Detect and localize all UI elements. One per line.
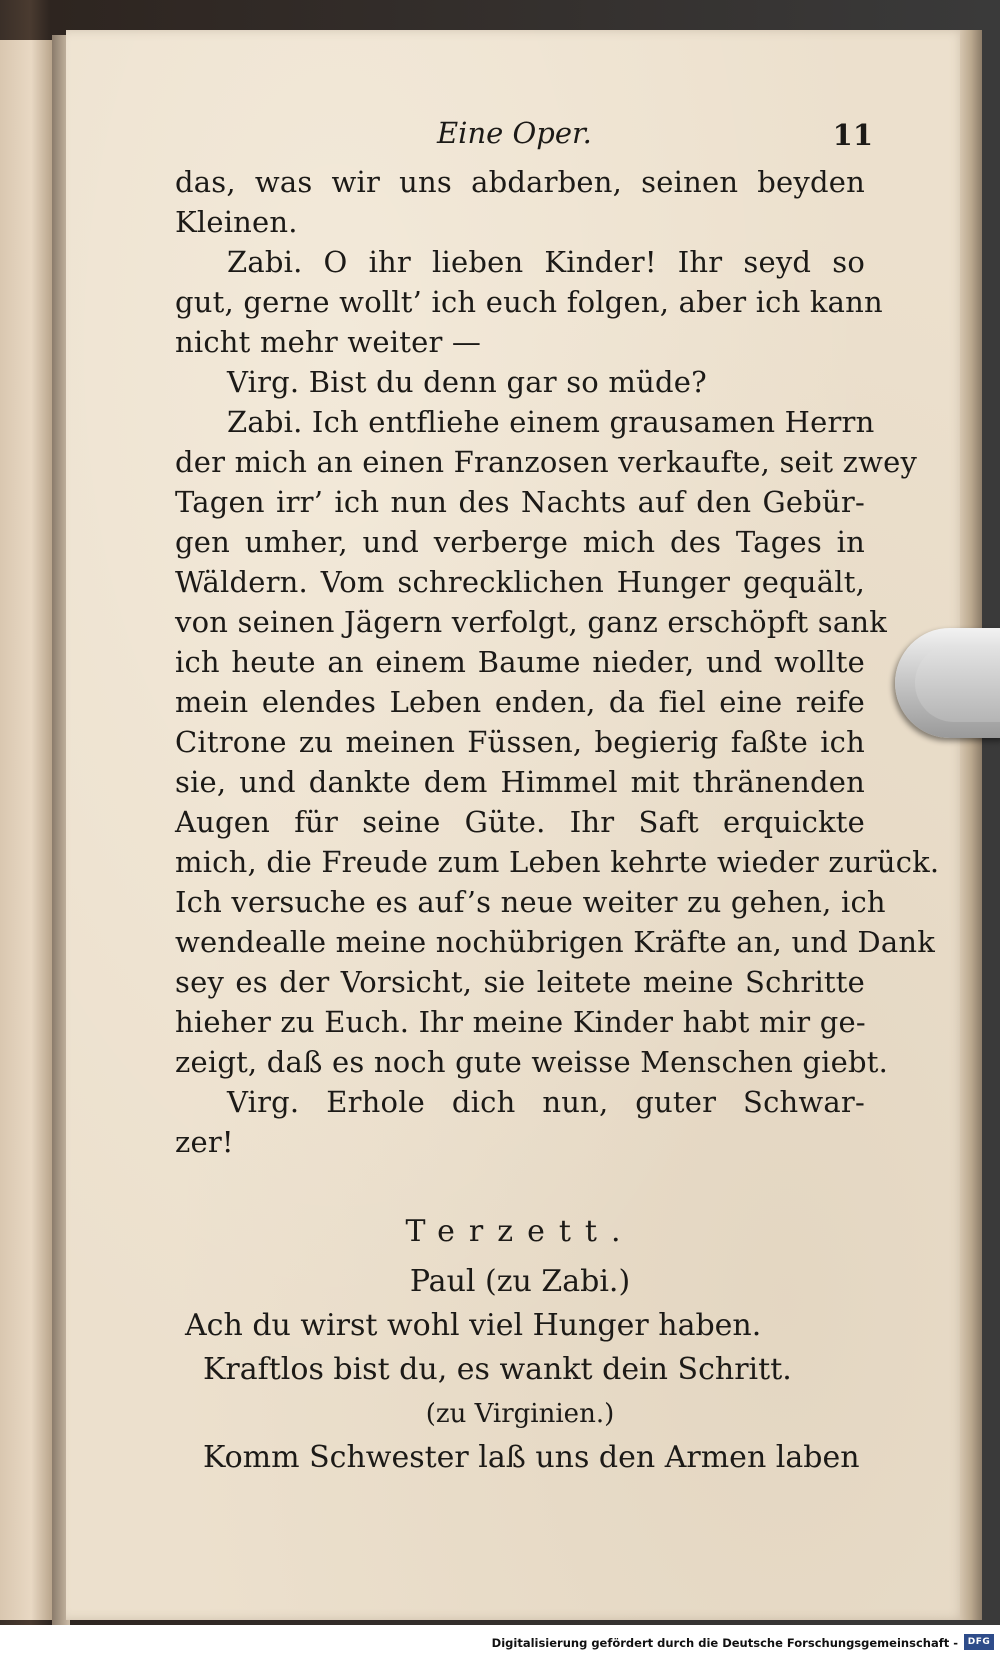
body-line: Ich versuche es auf’s neue weiter zu gehen, ich [175,885,886,919]
verse-line: Ach du wirst wohl viel Hunger haben. [185,1308,762,1343]
stage-direction: (zu Virginien.) [425,1399,615,1429]
body-line: sey es der Vorsicht, sie leitete meine Schritte [175,965,865,999]
body-line: sie, und dankte dem Himmel mit thränenden [175,765,865,799]
speech-line: Virg. Erhole dich nun, guter Schwar- [227,1085,865,1119]
page-edge-stack [960,30,982,1620]
left-page-edge [0,40,52,1620]
body-line: Wäldern. Vom schrecklichen Hunger gequält, [175,565,865,599]
verse-line: Komm Schwester laß uns den Armen laben [203,1440,860,1475]
page-header [175,108,873,162]
verse-speaker: Paul (zu Zabi.) [409,1264,631,1299]
page-clip-inner [915,644,1000,722]
body-line: der mich an einen Franzosen verkaufte, seit zwey [175,445,918,479]
body-line: ich heute an einem Baume nieder, und wollte [175,645,865,679]
body-line: wendealle meine nochübrigen Kräfte an, und Dank [175,925,935,959]
verse-line: Kraftlos bist du, es wankt dein Schritt. [203,1352,792,1387]
funding-credit: Digitalisierung gefördert durch die Deutsche Forschungsgemeinschaft - [491,1636,958,1650]
speech-line: Zabi. O ihr lieben Kinder! Ihr seyd so [227,245,865,279]
page-clip [895,628,1000,738]
body-line: Citrone zu meinen Füssen, begierig faßte ich [175,725,865,759]
body-line: nicht mehr weiter — [175,325,482,359]
body-line: gut, gerne wollt’ ich euch folgen, aber ich kann [175,285,883,319]
speech-line: Zabi. Ich entfliehe einem grausamen Herrn [227,405,875,439]
dfg-logo-icon: DFG [964,1634,994,1650]
body-line: Tagen irr’ ich nun des Nachts auf den Gebür- [175,485,865,519]
body-line: gen umher, und verberge mich des Tages in [175,525,865,559]
body-line: das, was wir uns abdarben, seinen beyden [175,165,865,199]
body-line: zer! [175,1125,234,1159]
body-line: mein elendes Leben enden, da fiel eine reife [175,685,865,719]
body-line: Kleinen. [175,205,298,239]
verse-section [175,1204,865,1480]
body-line: zeigt, daß es noch gute weisse Menschen giebt. [175,1045,889,1079]
body-line: mich, die Freude zum Leben kehrte wieder zurück. [175,845,940,879]
body-line: Augen für seine Güte. Ihr Saft erquickte [175,805,865,839]
body-line: hieher zu Euch. Ihr meine Kinder habt mir ge- [175,1005,866,1039]
page-number: 11 [832,118,873,152]
page-text [175,108,940,1480]
verse-title: Terzett. [405,1214,635,1249]
speech-line: Virg. Bist du denn gar so müde? [227,365,707,399]
body-line: von seinen Jägern verfolgt, ganz erschöpft sank [175,605,888,639]
running-title: Eine Oper. [437,116,592,150]
footer-bar [0,1625,1000,1667]
